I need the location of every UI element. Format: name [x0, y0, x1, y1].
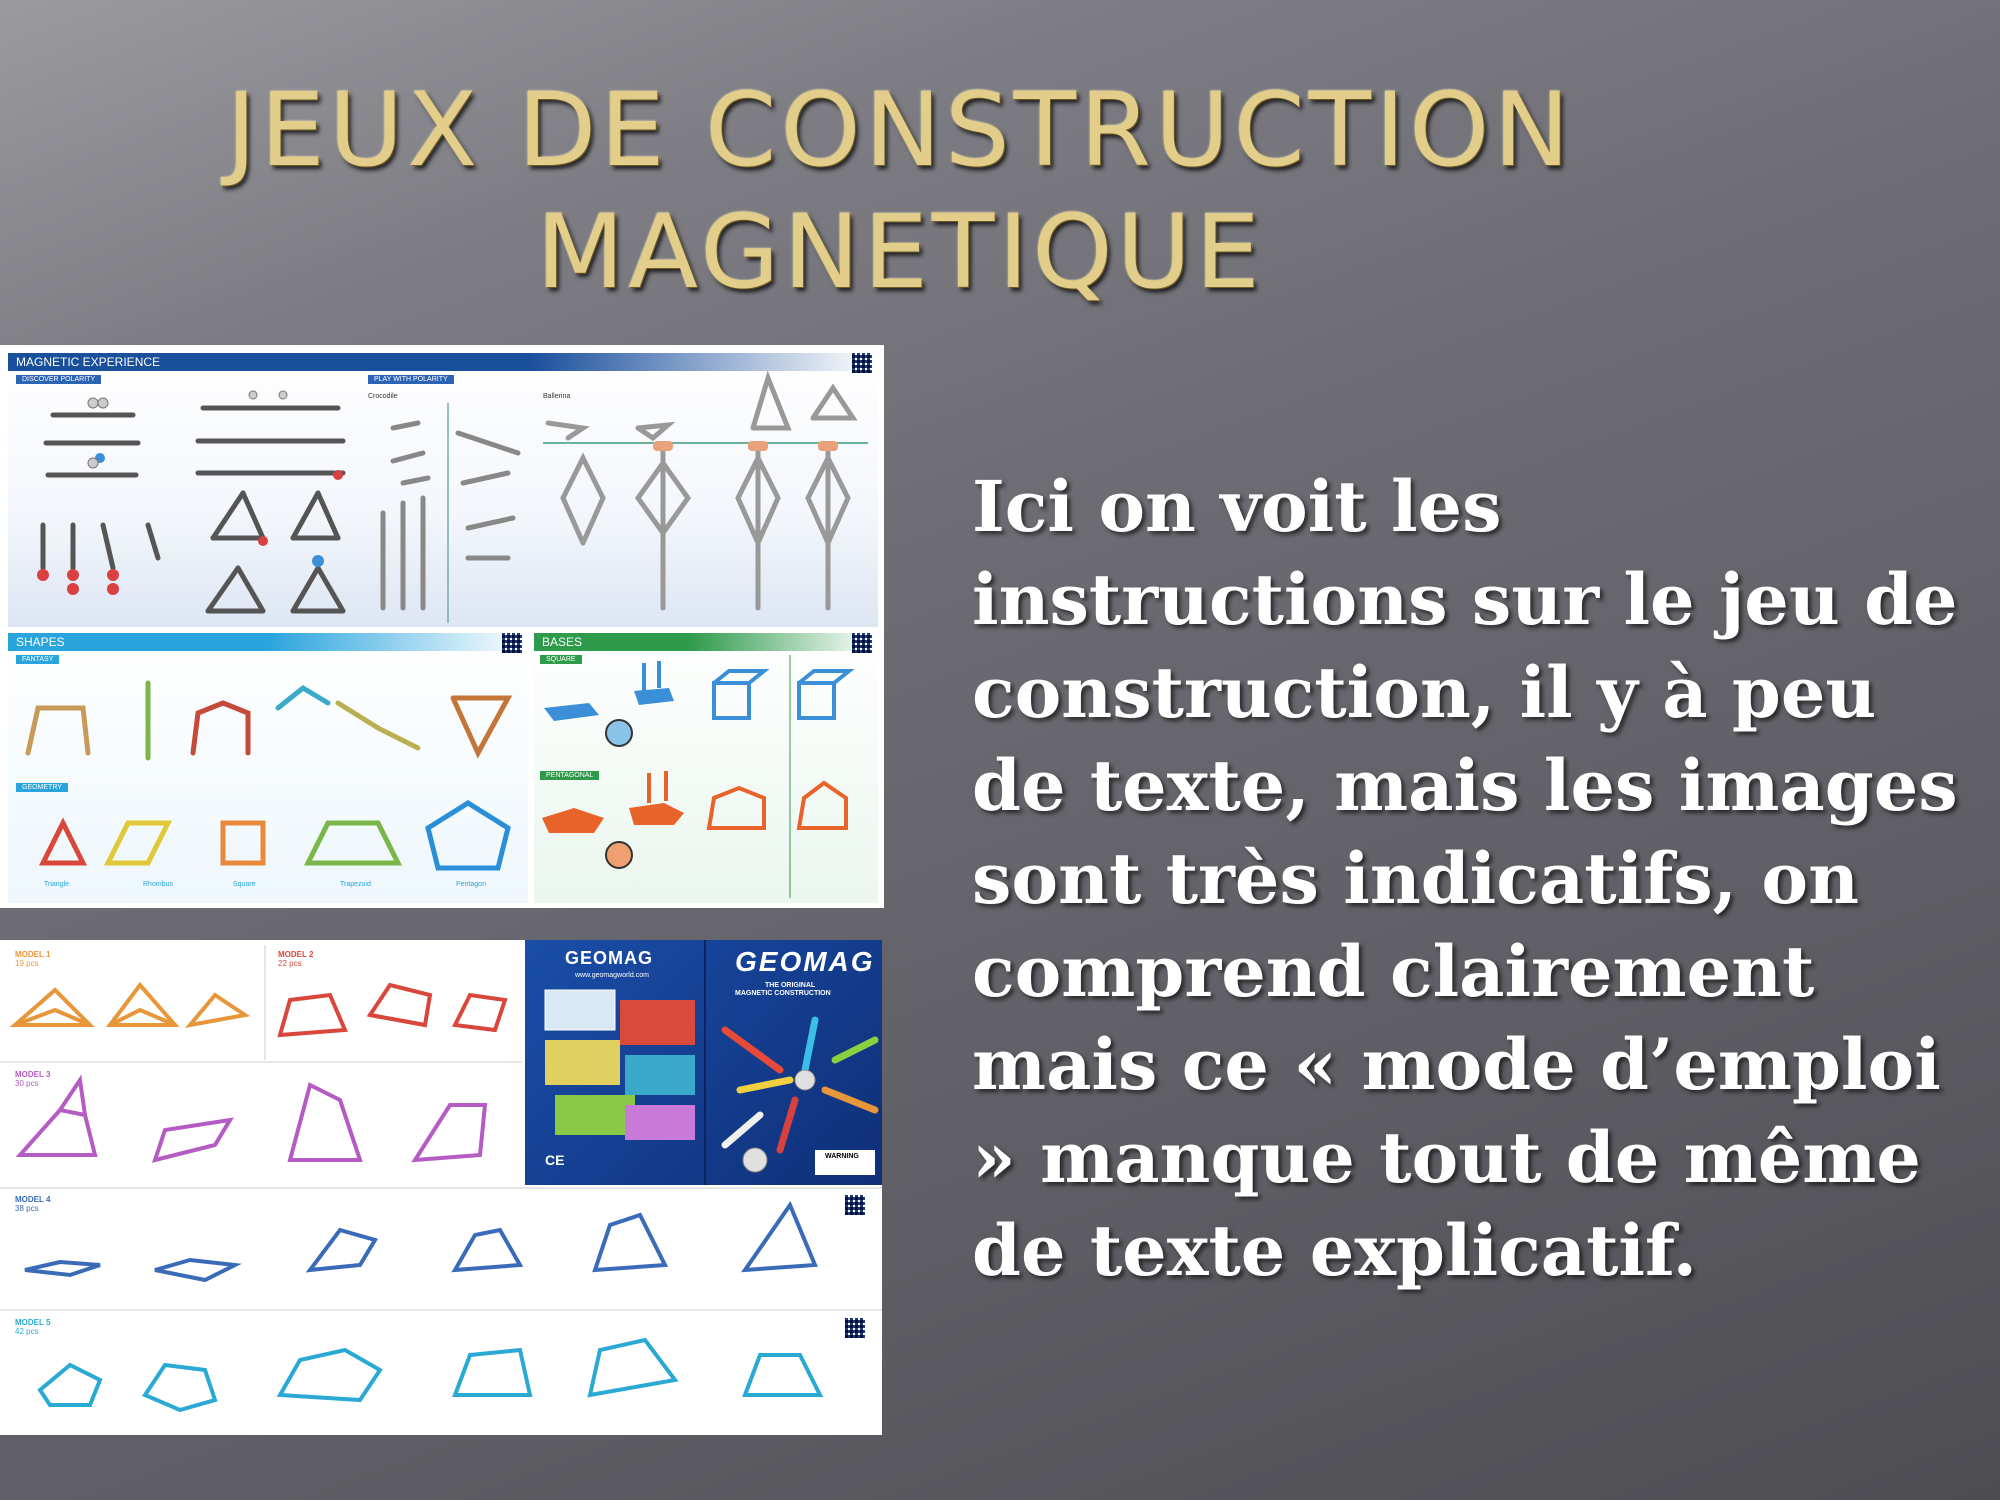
- product-box-art: [525, 940, 882, 1185]
- crocodile-label: Crocodile: [368, 393, 398, 400]
- caption-rhombus: Rhombus: [143, 881, 173, 888]
- caption-triangle: Triangle: [44, 881, 70, 888]
- caption-trapezoid: Trapezoid: [340, 881, 371, 888]
- warning-label: WARNING: [825, 1153, 859, 1160]
- slide-title: [0, 70, 1800, 314]
- shapes-card: [8, 633, 528, 903]
- instruction-sheet-top: [0, 345, 884, 908]
- caption-square: Square: [233, 881, 256, 888]
- svg-text:CE: CE: [545, 1152, 565, 1168]
- square-label: SQUARE: [540, 655, 582, 664]
- pentagonal-label: PENTAGONAL: [540, 771, 599, 780]
- play-with-polarity-label: PLAY WITH POLARITY: [368, 375, 454, 384]
- brand-logo-front: GEOMAG: [735, 946, 875, 977]
- magnetic-experience-card: [8, 353, 878, 627]
- product-box: [525, 940, 882, 1185]
- body-text: Ici on voit les instructions sur le jeu de construction, il y à peu de texte, mais les images sont très indicatifs, on comprend clairement mais ce « mode d’emploi » manque tout de même de texte explicatif.: [972, 465, 1958, 1292]
- tagline-line-2: MAGNETIC CONSTRUCTION: [735, 990, 831, 997]
- bases-card: [534, 633, 878, 903]
- ballerina-label: Ballerina: [543, 393, 571, 400]
- model-1-pieces: 19 pcs: [15, 959, 39, 968]
- bases-illustration: [534, 633, 878, 903]
- instruction-sheet-bottom: [0, 940, 882, 1435]
- brand-logo-back: GEOMAG: [565, 948, 654, 968]
- title-line-2: MAGNETIQUE: [536, 193, 1264, 312]
- tagline-line-1: THE ORIGINAL: [765, 982, 816, 989]
- model-4-pieces: 38 pcs: [15, 1204, 39, 1213]
- caption-pentagon: Pentagon: [456, 881, 486, 888]
- geometry-label: GEOMETRY: [16, 783, 68, 792]
- shapes-illustration: [8, 633, 528, 903]
- magnetic-experience-header: MAGNETIC EXPERIENCE: [8, 353, 878, 371]
- model-1-label: MODEL 1: [15, 950, 51, 959]
- fantasy-label: FANTASY: [16, 655, 59, 664]
- bases-header: BASES: [534, 633, 878, 651]
- model-5-label: MODEL 5: [15, 1318, 51, 1327]
- model-2-pieces: 22 pcs: [278, 959, 302, 968]
- model-3-pieces: 30 pcs: [15, 1079, 39, 1088]
- model-2-label: MODEL 2: [278, 950, 314, 959]
- shapes-header: SHAPES: [8, 633, 528, 651]
- model-4-label: MODEL 4: [15, 1195, 51, 1204]
- qr-code-icon: [845, 1195, 865, 1215]
- qr-code-icon: [845, 1318, 865, 1338]
- polarity-illustration: [8, 353, 878, 627]
- discover-polarity-label: DISCOVER POLARITY: [16, 375, 101, 384]
- model-5-pieces: 42 pcs: [15, 1327, 39, 1336]
- model-3-label: MODEL 3: [15, 1070, 51, 1079]
- website-text: www.geomagworld.com: [575, 972, 649, 979]
- title-line-1: JEUX DE CONSTRUCTION: [226, 71, 1574, 190]
